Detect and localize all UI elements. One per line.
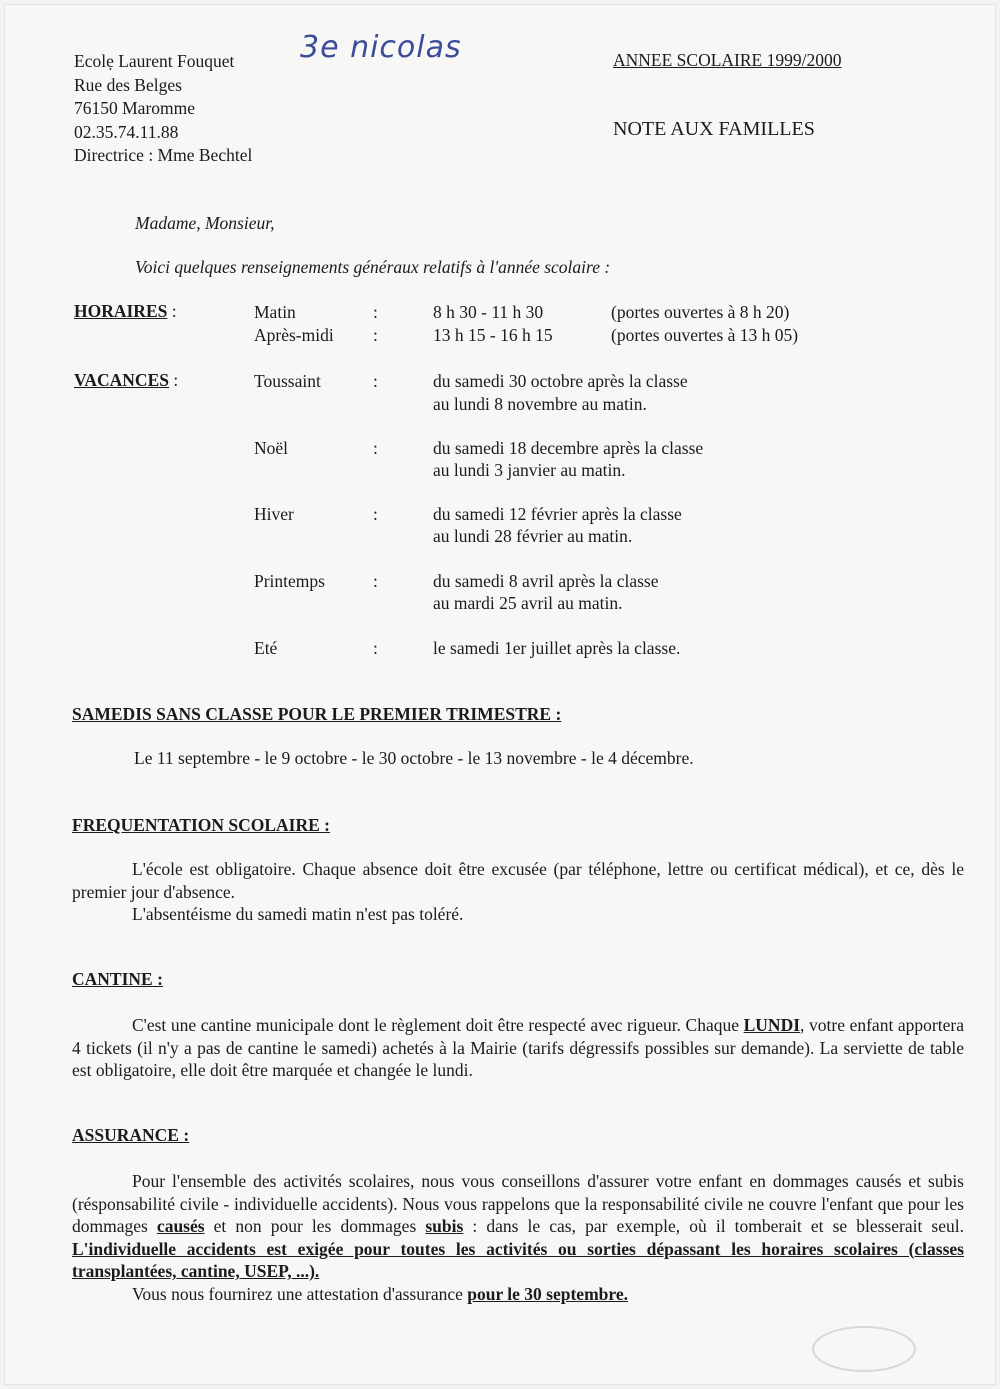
frequentation-paragraph-2: L'absentéisme du samedi matin n'est pas toléré. bbox=[132, 904, 464, 924]
handwritten-note: 3e nicolas bbox=[300, 30, 462, 65]
assurance-heading: ASSURANCE : bbox=[72, 1125, 190, 1145]
salutation: Madame, Monsieur, bbox=[135, 213, 275, 233]
cantine-heading: CANTINE : bbox=[72, 969, 163, 989]
school-director: Directrice : Mme Bechtel bbox=[74, 145, 253, 165]
vacances-heading: VACANCES : bbox=[74, 370, 179, 390]
samedis-dates: Le 11 septembre - le 9 octobre - le 30 octobre - le 13 novembre - le 4 décembre. bbox=[134, 748, 694, 768]
horaires-heading: HORAIRES : bbox=[74, 301, 177, 321]
assurance-paragraph-2: Vous nous fournirez une attestation d'assurance pour le 30 septembre. bbox=[132, 1283, 628, 1304]
school-year: ANNEE SCOLAIRE 1999/2000 bbox=[613, 50, 842, 70]
school-city: 76150 Maromme bbox=[74, 98, 196, 118]
school-name: Ecolẹ Laurent Fouquet bbox=[74, 51, 235, 71]
archive-stamp bbox=[812, 1326, 916, 1372]
frequentation-text bbox=[72, 858, 964, 926]
frequentation-paragraph-1: L'école est obligatoire. Chaque absence doit être excusée (par téléphone, lettre ou certificat médical), et ce, dès le premier jour d'absence. bbox=[72, 859, 964, 902]
intro-line: Voici quelques renseignements généraux relatifs à l'année scolaire : bbox=[135, 257, 611, 277]
assurance-text bbox=[72, 1170, 964, 1305]
school-phone: 02.35.74.11.88 bbox=[74, 121, 179, 142]
assurance-paragraph-1: Pour l'ensemble des activités scolaires, nous vous conseillons d'assurer votre enfant en dommages causés et subis (résponsabilité civile - individuelle accidents). Nous vous rappelons que la responsabilité civile ne couvre l'enfant que pour les dommages causés et non pour les dommages subis : dans le cas, par exemple, où il tomberait et se blesserait seul. L'individuelle accidents est exigée pour toutes les activités ou sorties dépassant les horaires scolaires (classes transplantées, cantine, USEP, ...). bbox=[72, 1171, 964, 1281]
document-title: NOTE AUX FAMILLES bbox=[613, 118, 815, 140]
samedis-heading: SAMEDIS SANS CLASSE POUR LE PREMIER TRIMESTRE : bbox=[72, 704, 562, 724]
frequentation-heading: FREQUENTATION SCOLAIRE : bbox=[72, 815, 330, 835]
school-street: Rue des Belges bbox=[74, 74, 182, 95]
letterhead bbox=[74, 50, 252, 168]
cantine-text: C'est une cantine municipale dont le règlement doit être respecté avec rigueur. Chaque LUNDI, votre enfant apportera 4 tickets (il n'y a pas de cantine le samedi) achetés à la Mairie (tarifs dégressifs possibles sur demande). La serviette de table est obligatoire, elle doit être marquée et changée le lundi. bbox=[72, 1015, 964, 1080]
cantine-lundi: LUNDI bbox=[743, 1015, 801, 1035]
